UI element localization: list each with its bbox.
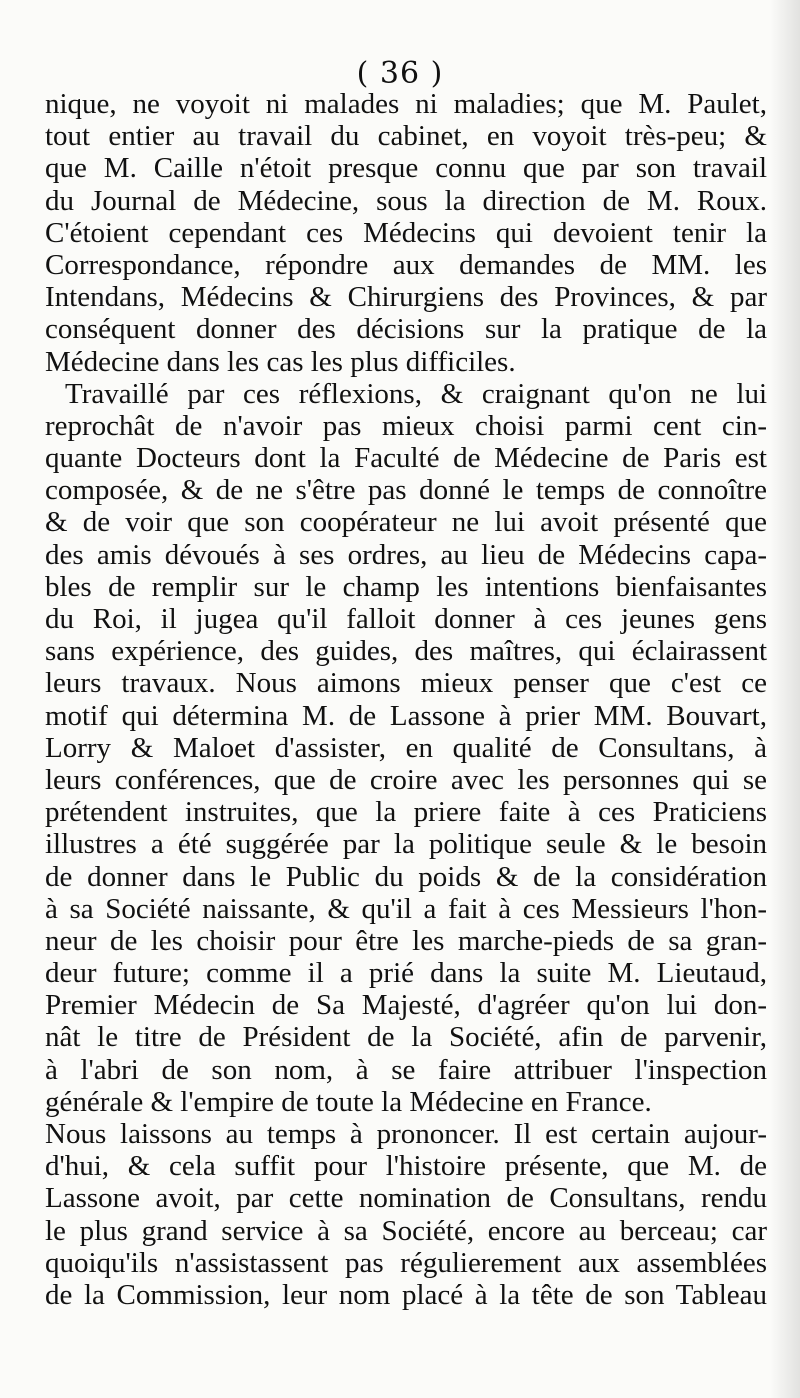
text-line: d'hui, & cela suffit pour l'histoire présente, que M. de <box>45 1150 767 1183</box>
text-line: composée, & de ne s'être pas donné le temps de connoître <box>45 474 767 507</box>
text-line: quoiqu'ils n'assistassent pas régulierement aux assemblées <box>45 1246 767 1279</box>
text-line: illustres a été suggérée par la politique seule & le besoin <box>45 828 767 861</box>
text-line: C'étoient cependant ces Médecins qui devoient tenir la <box>45 216 767 249</box>
text-line: nât le titre de Président de la Société, afin de parvenir, <box>45 1021 767 1054</box>
text-line: à sa Société naissante, & qu'il a fait à ces Messieurs l'hon- <box>45 892 767 925</box>
text-line: leurs conférences, que de croire avec les personnes qui se <box>45 763 767 796</box>
text-line: bles de remplir sur le champ les intentions bienfaisantes <box>45 570 767 603</box>
body-text <box>45 88 767 1311</box>
text-line: Lorry & Maloet d'assister, en qualité de Consultans, à <box>45 731 767 764</box>
text-line: Médecine dans les cas les plus difficiles. <box>45 345 516 378</box>
text-line: deur future; comme il a prié dans la suite M. Lieutaud, <box>45 957 767 990</box>
text-line: Travaillé par ces réflexions, & craignant qu'on ne lui <box>65 377 767 410</box>
text-line: du Journal de Médecine, sous la direction de M. Roux. <box>45 184 767 217</box>
text-line: du Roi, il jugea qu'il falloit donner à ces jeunes gens <box>45 603 767 635</box>
text-line: de la Commission, leur nom placé à la tête de son Tableau <box>45 1278 767 1311</box>
text-line: reprochât de n'avoir pas mieux choisi parmi cent cin- <box>45 409 767 442</box>
text-line: neur de les choisir pour être les marche-pieds de sa gran- <box>45 924 767 957</box>
text-line: leurs travaux. Nous aimons mieux penser que c'est ce <box>45 667 767 700</box>
text-line: tout entier au travail du cabinet, en voyoit très-peu; & <box>45 120 767 153</box>
text-line: Intendans, Médecins & Chirurgiens des Provinces, & par <box>45 281 767 314</box>
text-line: Correspondance, répondre aux demandes de MM. les <box>45 248 767 281</box>
page-edge-shadow <box>770 0 800 1398</box>
text-line: prétendent instruites, que la priere faite à ces Praticiens <box>45 796 767 829</box>
page-number: ( 36 ) <box>356 56 444 91</box>
text-line: Nous laissons au temps à prononcer. Il est certain aujour- <box>45 1118 767 1150</box>
text-line: sans expérience, des guides, des maîtres, qui éclairassent <box>45 635 767 668</box>
text-line: le plus grand service à sa Société, encore au berceau; car <box>45 1214 767 1247</box>
text-line: à l'abri de son nom, à se faire attribuer l'inspection <box>45 1053 767 1086</box>
text-line: des amis dévoués à ses ordres, au lieu de Médecins capa- <box>45 538 767 571</box>
text-line: nique, ne voyoit ni malades ni maladies; que M. Paulet, <box>45 88 767 120</box>
text-line: Lassone avoit, par cette nomination de Consultans, rendu <box>45 1182 767 1215</box>
text-line: Premier Médecin de Sa Majesté, d'agréer qu'on lui don- <box>45 989 767 1022</box>
text-line: quante Docteurs dont la Faculté de Médecine de Paris est <box>45 442 767 475</box>
text-line: que M. Caille n'étoit presque connu que par son travail <box>45 152 767 185</box>
text-line: de donner dans le Public du poids & de la considération <box>45 860 767 893</box>
text-line: & de voir que son coopérateur ne lui avoit présenté que <box>45 506 767 539</box>
text-line: motif qui détermina M. de Lassone à prier MM. Bouvart, <box>45 699 767 732</box>
text-line: conséquent donner des décisions sur la pratique de la <box>45 313 767 346</box>
text-line: générale & l'empire de toute la Médecine en France. <box>45 1085 652 1118</box>
